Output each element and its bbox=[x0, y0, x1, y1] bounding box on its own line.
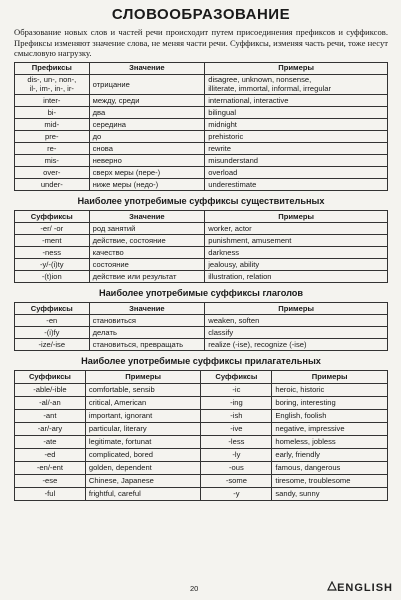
table-cell: -ize/-ise bbox=[15, 338, 90, 350]
verb-suffix-title: Наиболее употребимые суффиксы глаголов bbox=[98, 287, 304, 298]
column-header: Примеры bbox=[85, 370, 201, 383]
noun-table-header bbox=[15, 210, 388, 222]
brand-logo-icon bbox=[327, 581, 337, 591]
adjective-suffix-row bbox=[15, 461, 388, 474]
verb-suffix-row bbox=[15, 326, 388, 338]
table-cell: classify bbox=[205, 326, 388, 338]
prefix-row bbox=[15, 178, 388, 190]
table-cell: становиться, превращать bbox=[89, 338, 205, 350]
table-cell: -ly bbox=[201, 448, 272, 461]
noun-suffix-row bbox=[15, 270, 388, 282]
table-cell: -ant bbox=[15, 409, 86, 422]
adjective-suffix-row bbox=[15, 448, 388, 461]
column-header: Суффиксы bbox=[201, 370, 272, 383]
table-cell: Chinese, Japanese bbox=[85, 474, 201, 487]
table-cell: -ive bbox=[201, 422, 272, 435]
table-cell: -ar/-ary bbox=[15, 422, 86, 435]
brand-label: ENGLISH bbox=[337, 582, 393, 594]
table-cell: -y/-(i)ty bbox=[15, 258, 90, 270]
table-cell: dis-, un-, non-, il-, im-, in-, ir- bbox=[15, 74, 90, 94]
table-cell: particular, literary bbox=[85, 422, 201, 435]
noun-suffix-row bbox=[15, 234, 388, 246]
prefix-row bbox=[15, 154, 388, 166]
table-cell: homeless, jobless bbox=[272, 435, 388, 448]
table-cell: mis- bbox=[15, 154, 90, 166]
table-cell: over- bbox=[15, 166, 90, 178]
table-cell: punishment, amusement bbox=[205, 234, 388, 246]
table-cell: -ate bbox=[15, 435, 86, 448]
table-cell: critical, American bbox=[85, 396, 201, 409]
table-cell: состояние bbox=[89, 258, 205, 270]
verb-table-header bbox=[15, 302, 388, 314]
noun-suffix-table bbox=[14, 210, 388, 283]
prefix-row bbox=[15, 74, 388, 94]
prefix-row bbox=[15, 106, 388, 118]
page-title: СЛОВООБРАЗОВАНИЕ bbox=[111, 6, 291, 23]
table-cell: делать bbox=[89, 326, 205, 338]
table-cell: sandy, sunny bbox=[272, 487, 388, 500]
verb-suffix-row bbox=[15, 314, 388, 326]
table-cell: pre- bbox=[15, 130, 90, 142]
adjective-suffix-row bbox=[15, 474, 388, 487]
table-cell: negative, impressive bbox=[272, 422, 388, 435]
table-cell: prehistoric bbox=[205, 130, 388, 142]
adjective-suffix-row bbox=[15, 383, 388, 396]
table-cell: неверно bbox=[89, 154, 205, 166]
table-cell: -al/-an bbox=[15, 396, 86, 409]
table-cell: -able/-ible bbox=[15, 383, 86, 396]
noun-suffix-title: Наиболее употребимые суффиксы существительных bbox=[77, 195, 325, 206]
table-cell: early, friendly bbox=[272, 448, 388, 461]
prefix-row bbox=[15, 142, 388, 154]
table-cell: international, interactive bbox=[205, 94, 388, 106]
table-cell: illustration, relation bbox=[205, 270, 388, 282]
intro-paragraph: Образование новых слов и частей речи происходит путем присоединения префиксов и суффиксов. Префиксы изменяют значение слова, не меняя части речи. Суффиксы, изменяя часть речи, тоже несут смысловую нагрузку. bbox=[14, 27, 388, 59]
noun-suffix-row bbox=[15, 258, 388, 270]
table-cell: realize (-ise), recognize (-ise) bbox=[205, 338, 388, 350]
noun-suffix-row bbox=[15, 246, 388, 258]
table-cell: снова bbox=[89, 142, 205, 154]
table-cell: -ment bbox=[15, 234, 90, 246]
prefix-table bbox=[14, 62, 388, 191]
table-cell: -some bbox=[201, 474, 272, 487]
table-cell: действие, состояние bbox=[89, 234, 205, 246]
table-cell: -er/ -or bbox=[15, 222, 90, 234]
adjective-suffix-row bbox=[15, 422, 388, 435]
table-cell: disagree, unknown, nonsense, illiterate, immortal, informal, irregular bbox=[205, 74, 388, 94]
verb-suffix-table bbox=[14, 302, 388, 351]
adjective-table-header bbox=[15, 370, 388, 383]
table-cell: mid- bbox=[15, 118, 90, 130]
table-cell: ниже меры (недо-) bbox=[89, 178, 205, 190]
table-cell: famous, dangerous bbox=[272, 461, 388, 474]
table-cell: important, ignorant bbox=[85, 409, 201, 422]
table-cell: действие или результат bbox=[89, 270, 205, 282]
prefix-row bbox=[15, 118, 388, 130]
table-cell: -en/-ent bbox=[15, 461, 86, 474]
table-cell: heroic, historic bbox=[272, 383, 388, 396]
table-cell: rewrite bbox=[205, 142, 388, 154]
column-header: Значение bbox=[89, 62, 205, 74]
table-cell: inter- bbox=[15, 94, 90, 106]
table-cell: качество bbox=[89, 246, 205, 258]
table-cell: worker, actor bbox=[205, 222, 388, 234]
noun-suffix-row bbox=[15, 222, 388, 234]
table-cell: midnight bbox=[205, 118, 388, 130]
table-cell: середина bbox=[89, 118, 205, 130]
table-cell: comfortable, sensib bbox=[85, 383, 201, 396]
column-header: Примеры bbox=[205, 302, 388, 314]
table-cell: сверх меры (пере-) bbox=[89, 166, 205, 178]
table-cell: boring, interesting bbox=[272, 396, 388, 409]
table-cell: -ful bbox=[15, 487, 86, 500]
table-cell: -(t)ion bbox=[15, 270, 90, 282]
table-cell: complicated, bored bbox=[85, 448, 201, 461]
prefix-row bbox=[15, 94, 388, 106]
page bbox=[14, 6, 388, 501]
column-header: Примеры bbox=[272, 370, 388, 383]
table-cell: -ness bbox=[15, 246, 90, 258]
table-cell: между, среди bbox=[89, 94, 205, 106]
adjective-suffix-title: Наиболее употребимые суффиксы прилагательных bbox=[81, 355, 321, 366]
table-cell: род занятий bbox=[89, 222, 205, 234]
table-cell: re- bbox=[15, 142, 90, 154]
table-cell: -(i)fy bbox=[15, 326, 90, 338]
table-cell: jealousy, ability bbox=[205, 258, 388, 270]
table-cell: weaken, soften bbox=[205, 314, 388, 326]
adjective-suffix-row bbox=[15, 435, 388, 448]
table-cell: становиться bbox=[89, 314, 205, 326]
table-cell: -ing bbox=[201, 396, 272, 409]
column-header: Суффиксы bbox=[15, 302, 90, 314]
table-cell: два bbox=[89, 106, 205, 118]
adjective-suffix-row bbox=[15, 487, 388, 500]
table-cell: -ed bbox=[15, 448, 86, 461]
page-footer bbox=[0, 584, 401, 600]
table-cell: golden, dependent bbox=[85, 461, 201, 474]
table-cell: bi- bbox=[15, 106, 90, 118]
prefix-table-header bbox=[15, 62, 388, 74]
table-cell: -ish bbox=[201, 409, 272, 422]
table-cell: frightful, careful bbox=[85, 487, 201, 500]
table-cell: bilingual bbox=[205, 106, 388, 118]
column-header: Примеры bbox=[205, 210, 388, 222]
adjective-suffix-row bbox=[15, 396, 388, 409]
column-header: Суффиксы bbox=[15, 210, 90, 222]
column-header: Суффиксы bbox=[15, 370, 86, 383]
page-number: 20 bbox=[190, 584, 199, 593]
table-cell: -y bbox=[201, 487, 272, 500]
column-header: Примеры bbox=[205, 62, 388, 74]
adjective-suffix-table bbox=[14, 370, 388, 501]
table-cell: misunderstand bbox=[205, 154, 388, 166]
prefix-row bbox=[15, 130, 388, 142]
adjective-suffix-row bbox=[15, 409, 388, 422]
table-cell: legitimate, fortunat bbox=[85, 435, 201, 448]
table-cell: darkness bbox=[205, 246, 388, 258]
table-cell: -ous bbox=[201, 461, 272, 474]
column-header: Префиксы bbox=[15, 62, 90, 74]
verb-suffix-row bbox=[15, 338, 388, 350]
table-cell: отрицание bbox=[89, 74, 205, 94]
table-cell: -en bbox=[15, 314, 90, 326]
table-cell: -less bbox=[201, 435, 272, 448]
table-cell: до bbox=[89, 130, 205, 142]
table-cell: tiresome, troublesome bbox=[272, 474, 388, 487]
prefix-row bbox=[15, 166, 388, 178]
table-cell: overload bbox=[205, 166, 388, 178]
column-header: Значение bbox=[89, 210, 205, 222]
table-cell: -ic bbox=[201, 383, 272, 396]
table-cell: underestimate bbox=[205, 178, 388, 190]
table-cell: -ese bbox=[15, 474, 86, 487]
table-cell: under- bbox=[15, 178, 90, 190]
table-cell: English, foolish bbox=[272, 409, 388, 422]
column-header: Значение bbox=[89, 302, 205, 314]
